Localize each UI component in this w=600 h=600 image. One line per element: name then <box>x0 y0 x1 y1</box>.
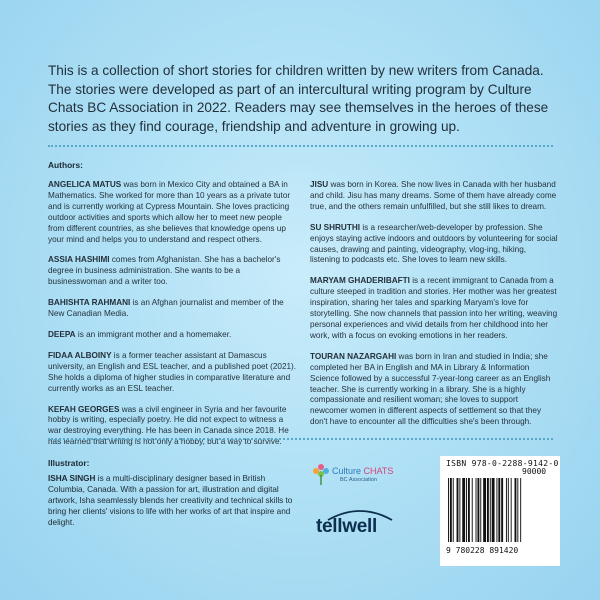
author-bio: ANGELICA MATUS was born in Mexico City and obtained a BA in Mathematics. She worked for more than 10 years as a private tutor and is currently working at Cypress Mountain. She loves practicing outdoor activities and sports which allow her to meet new people from different countries, as she believes that knowledge opens up your mind and helps you to understand and respect others. <box>48 180 291 244</box>
isbn-barcode <box>440 456 560 566</box>
author-bio: TOURAN NAZARGAHI was born in Iran and studied in India; she completed her BA in English and MA in Library & Information Science followed by a successful 7-year-long career as an English teacher. She is currently working in a library. She is a highly compassionate and resilient woman; she loves to support newcomer women in different aspects of settlement so that they don't have to encounter all the difficulties she's been through. <box>310 351 551 427</box>
illustrator-bio: ISHA SINGH is a multi-disciplinary designer based in British Columbia, Canada. With a passion for art, illustration and digital artwork, Isha seamlessly blends her creativity and technical skills to bring her clients' visions to life with her works of art that inspire and delight. <box>48 474 293 527</box>
author-name: ASSIA HASHIMI <box>48 255 110 265</box>
ean-number: 9 780228 891420 <box>446 546 519 555</box>
author-bio: SU SHRUTHI is a researcher/web-developer by profession. She enjoys staying active indoors and outdoors by volunteering for social causes, drawing and painting, videography, vlog-ing, hiking, listening to podcasts etc. She loves to learn new skills. <box>310 222 558 265</box>
author-name: MARYAM GHADERIBAFTI <box>310 276 410 286</box>
flower-icon <box>312 462 330 486</box>
top-divider <box>48 145 553 147</box>
author-bio: JISU was born in Korea. She now lives in Canada with her husband and child. Jisu has many dreams. Some of them have already come true, and the others remain unfulfilled, but she still likes to dream. <box>310 180 557 211</box>
author-name: DEEPA <box>48 329 76 339</box>
bottom-divider <box>48 438 553 440</box>
authors-right-column <box>310 180 558 428</box>
author-name: ANGELICA MATUS <box>48 180 122 189</box>
authors-left-column <box>48 180 298 448</box>
culture-chats-wordmark: Culture CHATS <box>332 466 394 476</box>
author-bio: FIDAA ALBOINY is a former teacher assistant at Damascus university, an English and ESL teacher, and a published poet (2021). She holds a diploma of higher studies in comparative literature and currently works as an ESL teacher. <box>48 350 297 393</box>
author-name: TOURAN NAZARGAHI <box>310 351 397 361</box>
author-bio: ASSIA HASHIMI comes from Afghanistan. She has a bachelor's degree in business administration. She wants to be a businesswoman and a writer too. <box>48 255 281 287</box>
author-name: JISU <box>310 180 329 189</box>
author-name: BAHISHTA RAHMANI <box>48 298 131 308</box>
isbn-number: ISBN 978-0-2288-9142-0 <box>446 459 559 468</box>
intro-paragraph: This is a collection of short stories for children written by new writers from Canada. The stories were developed as part of an intercultural writing program by Culture Chats BC Association in 2022. Readers may see themselves in the heroes of these stories as they find courage, friendship and adventure in growing up. <box>48 63 549 134</box>
author-bio: KEFAH GEORGES was a civil engineer in Syria and her favourite hobby is writing, especially poetry. He did not expect to witness a war destroying everything. He has been in Canada since 2018. He has learned that writing is not only a hobby, but a way to survive. <box>48 404 289 447</box>
author-name: FIDAA ALBOINY <box>48 350 112 360</box>
tellwell-wordmark: tellwell <box>316 516 377 537</box>
tellwell-logo <box>316 508 402 538</box>
author-bio: MARYAM GHADERIBAFTI is a recent immigrant to Canada from a culture steeped in tradition and stories. Her mother was her greatest inspiration, sharing her tales and sparking Maryam's love for storytelling. She now channels that passion into her writing, weaving personal experiences and vivid details from her childhood into her work, with a focus on evoking emotions in her readers. <box>310 276 558 340</box>
author-bio: BAHISHTA RAHMANI is an Afghan journalist and member of the New Canadian Media. <box>48 298 284 319</box>
price-code: 90000 <box>522 467 547 476</box>
culture-chats-subtitle: BC Association <box>340 477 377 483</box>
illustrator-name: ISHA SINGH <box>48 474 96 483</box>
author-name: SU SHRUTHI <box>310 222 361 232</box>
illustrator-label: Illustrator: <box>48 458 90 468</box>
author-name: KEFAH GEORGES <box>48 404 120 414</box>
author-bio: DEEPA is an immigrant mother and a homemaker. <box>48 329 232 339</box>
culture-chats-logo <box>312 462 432 488</box>
barcode-bars <box>446 478 554 542</box>
authors-label: Authors: <box>48 160 83 170</box>
